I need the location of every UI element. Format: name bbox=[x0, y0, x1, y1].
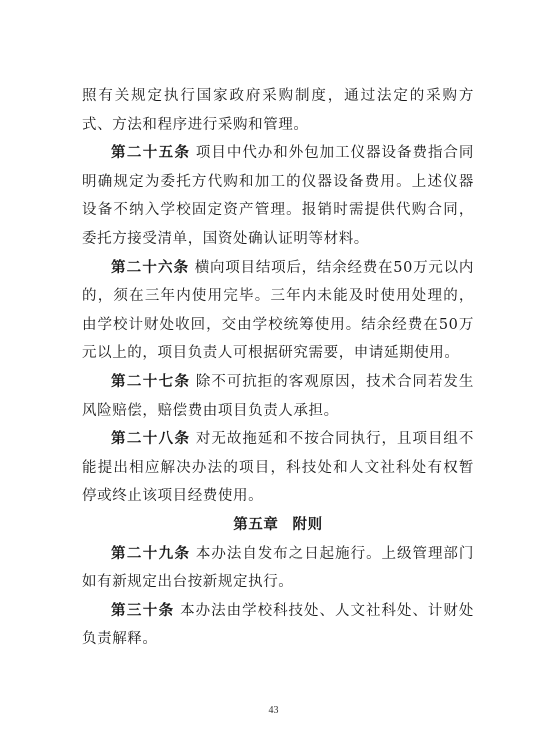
chapter-title: 附则 bbox=[292, 516, 323, 533]
page-number: 43 bbox=[268, 705, 279, 716]
chapter-heading bbox=[82, 511, 474, 540]
article-25 bbox=[82, 139, 474, 253]
article-27 bbox=[82, 368, 474, 425]
article-number: 第二十八条 bbox=[111, 431, 191, 448]
article-26 bbox=[82, 254, 474, 368]
chapter-number: 第五章 bbox=[233, 516, 279, 533]
paragraph-continued bbox=[82, 82, 474, 139]
paragraph-text: 照有关规定执行国家政府采购制度，通过法定的采购方式、方法和程序进行采购和管理。 bbox=[82, 88, 474, 133]
article-number: 第二十七条 bbox=[111, 373, 191, 390]
article-number: 第二十五条 bbox=[111, 145, 191, 162]
article-number: 第二十六条 bbox=[111, 259, 190, 276]
article-number: 第二十九条 bbox=[111, 545, 191, 562]
article-text: 除不可抗拒的客观原因，技术合同若发生风险赔偿，赔偿费由项目负责人承担。 bbox=[82, 373, 474, 419]
article-number: 第三十条 bbox=[111, 602, 175, 619]
article-28 bbox=[82, 425, 474, 511]
article-text: 本办法由学校科技处、人文社科处、计财处负责解释。 bbox=[82, 602, 474, 648]
article-text: 横向项目结项后，结余经费在50万元以内的，须在三年内使用完毕。三年内未能及时使用处理的，由学校计财处收回，交由学校统筹使用。结余经费在50万元以上的，项目负责人可根据研究需要，申请延期使用。 bbox=[82, 259, 474, 362]
article-30 bbox=[82, 597, 474, 654]
article-text: 项目中代办和外包加工仪器设备费指合同明确规定为委托方代购和加工的仪器设备费用。上述仪器设备不纳入学校固定资产管理。报销时需提供代购合同，委托方接受清单，国资处确认证明等材料。 bbox=[82, 145, 474, 247]
article-29 bbox=[82, 540, 474, 597]
page-body bbox=[82, 82, 474, 654]
article-text: 本办法自发布之日起施行。上级管理部门如有新规定出台按新规定执行。 bbox=[82, 545, 474, 591]
article-text: 对无故拖延和不按合同执行，且项目组不能提出相应解决办法的项目，科技处和人文社科处有权暂停或终止该项目经费使用。 bbox=[82, 431, 474, 505]
